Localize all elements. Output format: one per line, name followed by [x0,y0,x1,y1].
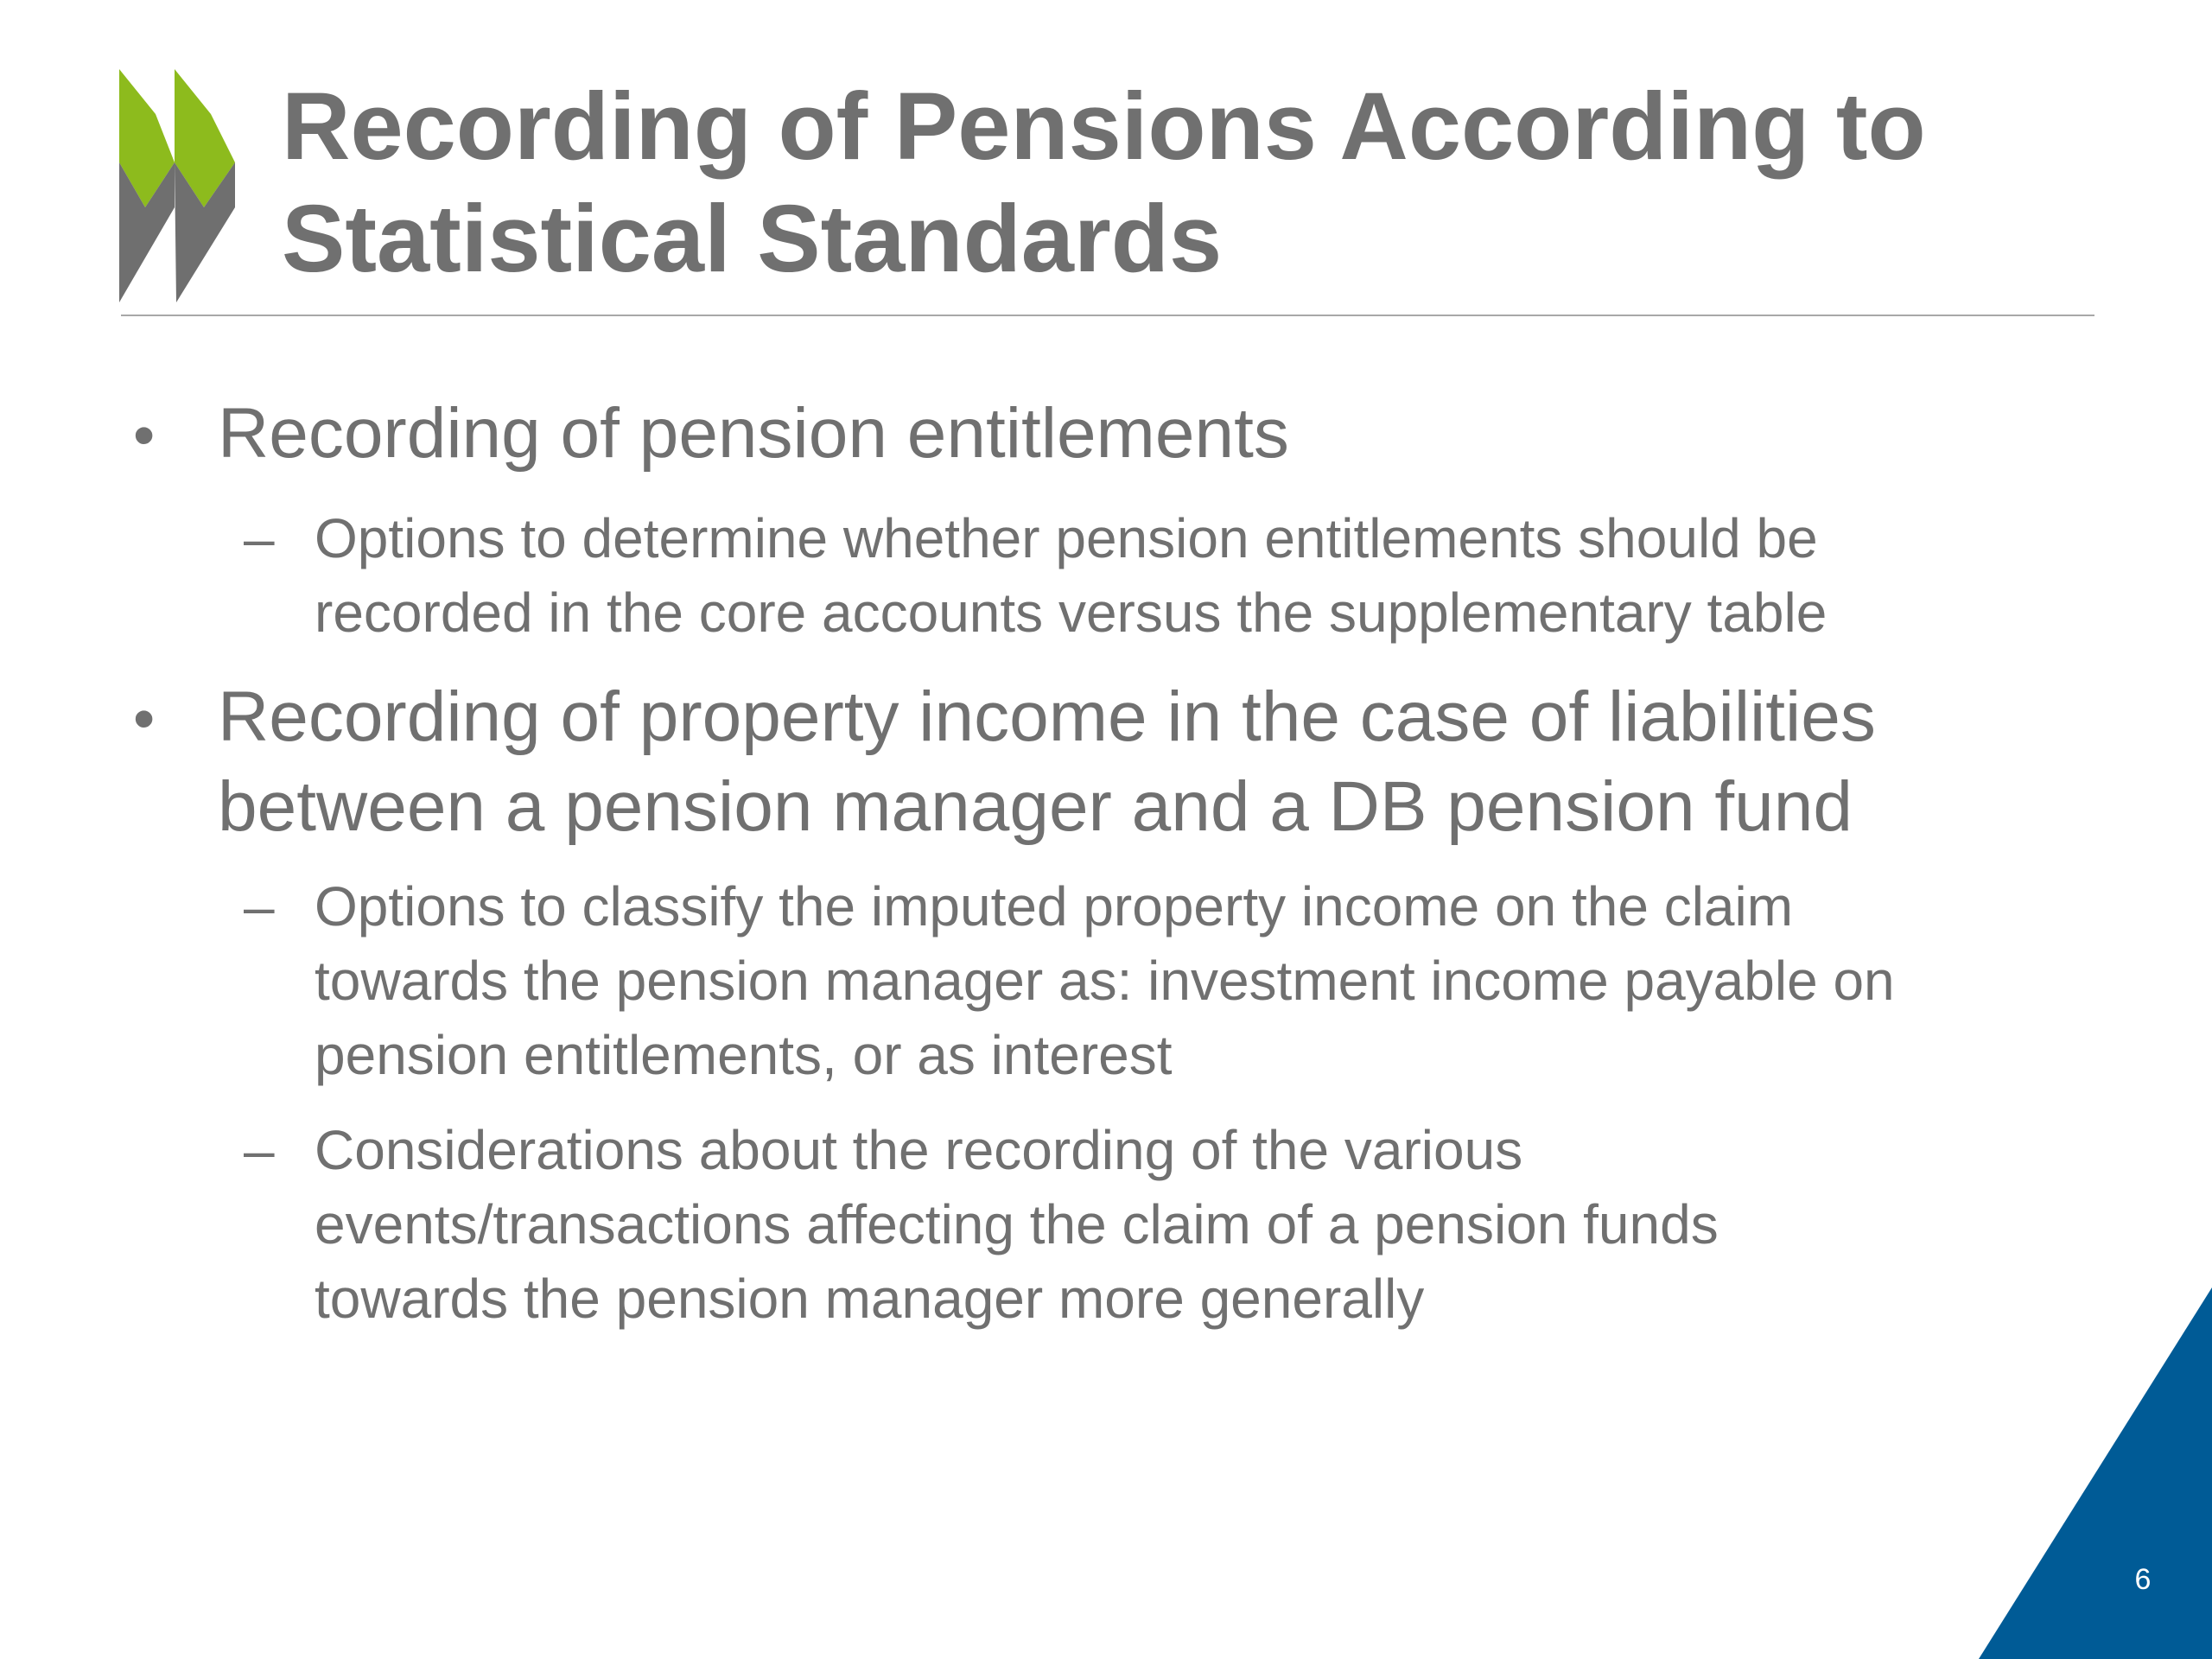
subbullet-considerations-line: Considerations about the recording of the various [315,1119,1523,1181]
bullet-marker: • [133,401,156,470]
slide-title [282,71,2139,296]
subbullet-options-classify-line: pension entitlements, or as interest [315,1024,1173,1086]
subbullet-options-determine-line: Options to determine whether pension entitlements should be [315,507,1818,569]
oecd-chevron-logo-icon [119,69,235,302]
dash-marker: – [244,1119,275,1181]
bullet-marker: • [133,684,156,753]
dash-marker: – [244,875,275,938]
page-number: 6 [2134,1563,2152,1596]
bullet-recording-property-income-line: between a pension manager and a DB pension fund [218,767,1853,846]
subbullet-considerations-line: towards the pension manager more generally [315,1268,1425,1330]
bullet-recording-pension-entitlements-line: Recording of pension entitlements [218,394,1289,473]
subbullet-options-classify-line: towards the pension manager as: investment income payable on [315,950,1895,1012]
slide-title-line: Statistical Standards [282,186,1223,292]
title-divider [121,315,2094,316]
bullet-recording-property-income-line: Recording of property income in the case of liabilities [218,677,1876,756]
subbullet-options-classify-line: Options to classify the imputed property income on the claim [315,875,1794,938]
subbullet-options-determine-line: recorded in the core accounts versus the supplementary table [315,582,1827,644]
blue-corner-triangle [1970,1287,2212,1659]
dash-marker: – [244,507,275,569]
slide-title-line: Recording of Pensions According to [282,73,1926,180]
subbullet-considerations-line: events/transactions affecting the claim of a pension funds [315,1193,1719,1255]
